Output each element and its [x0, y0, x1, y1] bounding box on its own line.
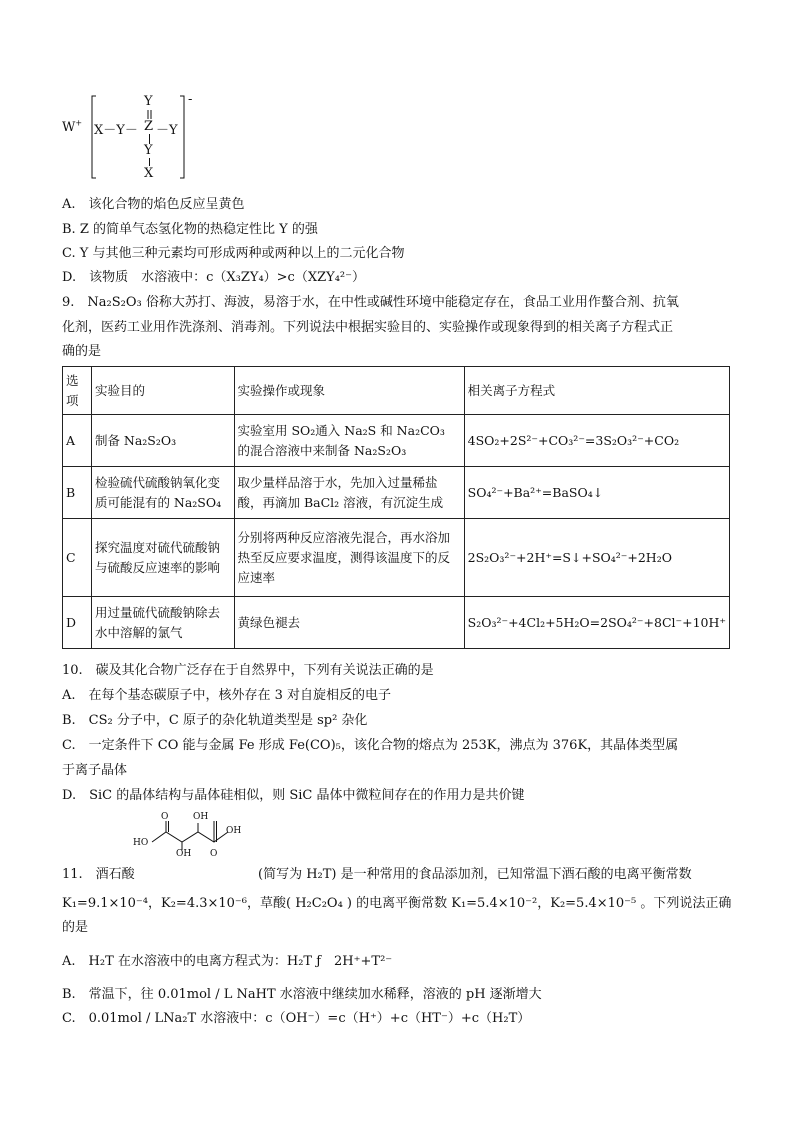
table-row	[63, 519, 730, 597]
q8-option-b: B. Z 的简单气态氢化物的热稳定性比 Y 的强	[62, 222, 318, 237]
table-header-row	[63, 367, 730, 415]
q11-option-a: A. H₂T 在水溶液中的电离方程式为：H₂T ƒ 2H⁺+T²⁻	[62, 954, 393, 969]
q11-option-b: B. 常温下，往 0.01mol / L NaHT 水溶液中继续加水稀释，溶液的 pH 逐渐增大	[62, 987, 542, 1002]
q10-option-a: A. 在每个基态碳原子中，核外存在 3 对自旋相反的电子	[62, 688, 392, 703]
q10-stem: 10. 碳及其化合物广泛存在于自然界中，下列有关说法正确的是	[62, 663, 434, 678]
atom-row-left: X－Y－	[94, 123, 138, 138]
q11-stem-line3: 的是	[62, 920, 89, 935]
row-option: B	[63, 467, 92, 519]
cation-label: W+	[62, 118, 83, 135]
row-option: C	[63, 519, 92, 597]
table-row	[63, 415, 730, 467]
mol-label-o1: O	[161, 812, 169, 822]
row-equation: S₂O₃²⁻+4Cl₂+5H₂O=2SO₄²⁻+8Cl⁻+10H⁺	[464, 597, 729, 649]
atom-top-y: Y	[144, 94, 153, 109]
q8-option-c: C. Y 与其他三种元素均可形成两种或两种以上的二元化合物	[62, 246, 405, 261]
bracket-svg	[62, 92, 222, 184]
table-row	[63, 597, 730, 649]
anion-charge: -	[188, 92, 193, 107]
right-bracket	[180, 96, 184, 178]
mol-label-ho: HO	[133, 838, 149, 848]
row-goal: 检验硫代硫酸钠氧化变质可能混有的 Na₂SO₄	[91, 467, 234, 519]
row-operation: 实验室用 SO₂通入 Na₂S 和 Na₂CO₃ 的混合溶液中来制备 Na₂S₂O₃	[234, 415, 464, 467]
atom-bottom-x: X	[144, 166, 154, 181]
q9-stem-line3: 确的是	[62, 344, 102, 359]
q10-option-c-line2: 于离子晶体	[62, 763, 128, 778]
row-operation: 取少量样品溶于水，先加入过量稀盐酸，再滴加 BaCl₂ 溶液，有沉淀生成	[234, 467, 464, 519]
header-operation: 实验操作或现象	[234, 367, 464, 415]
mol-label-oh-top: OH	[193, 812, 209, 822]
row-equation: 4SO₂+2S²⁻+CO₃²⁻=3S₂O₃²⁻+CO₂	[464, 415, 729, 467]
q11-stem-line1b: (简写为 H₂T) 是一种常用的食品添加剂，已知常温下酒石酸的电离平衡常数	[258, 867, 692, 882]
tartaric-acid-structure	[130, 812, 250, 860]
row-operation: 黄绿色褪去	[234, 597, 464, 649]
atom-center-z: Z	[144, 119, 154, 134]
row-equation: SO₄²⁻+Ba²⁺=BaSO₄↓	[464, 467, 729, 519]
q10-option-d: D. SiC 的晶体结构与晶体硅相似，则 SiC 晶体中微粒间存在的作用力是共价键	[62, 788, 525, 803]
q8-option-a: A. 该化合物的焰色反应呈黄色	[62, 197, 245, 212]
q11-stem-line1a: 11. 酒石酸	[62, 867, 135, 882]
table-row	[63, 467, 730, 519]
row-option: D	[63, 597, 92, 649]
q8-option-d: D. 该物质 水溶液中：c（X₃ZY₄）>c（XZY₄²⁻）	[62, 270, 365, 285]
atom-bottom-y: Y	[144, 143, 153, 158]
row-operation: 分别将两种反应溶液先混合，再水浴加热至反应要求温度，测得该温度下的反应速率	[234, 519, 464, 597]
atom-row-right: －Y	[156, 123, 178, 138]
experiment-table	[62, 366, 730, 649]
anion-structure-diagram	[62, 92, 222, 182]
mol-label-oh-right: OH	[226, 826, 242, 836]
q10-option-c-line1: C. 一定条件下 CO 能与金属 Fe 形成 Fe(CO)₅，该化合物的熔点为 253K，沸点为 376K，其晶体类型属	[62, 738, 679, 753]
header-option: 选项	[63, 367, 92, 415]
header-goal: 实验目的	[91, 367, 234, 415]
q10-option-b: B. CS₂ 分子中，C 原子的杂化轨道类型是 sp² 杂化	[62, 713, 368, 728]
row-goal: 制备 Na₂S₂O₃	[91, 415, 234, 467]
q9-stem-line1: 9. Na₂S₂O₃ 俗称大苏打、海波，易溶于水，在中性或碱性环境中能稳定存在，食品工业用作螯合剂、抗氧	[62, 295, 679, 310]
row-option: A	[63, 415, 92, 467]
header-equation: 相关离子方程式	[464, 367, 729, 415]
row-goal: 探究温度对硫代硫酸钠与硫酸反应速率的影响	[91, 519, 234, 597]
q11-stem-line2: K₁=9.1×10⁻⁴，K₂=4.3×10⁻⁶，草酸( H₂C₂O₄ ) 的电离平衡常数 K₁=5.4×10⁻²，K₂=5.4×10⁻⁵ 。下列说法正确	[62, 896, 732, 911]
mol-label-oh-bottom: OH	[176, 849, 192, 859]
row-equation: 2S₂O₃²⁻+2H⁺=S↓+SO₄²⁻+2H₂O	[464, 519, 729, 597]
q11-option-c: C. 0.01mol / LNa₂T 水溶液中：c（OH⁻）=c（H⁺）+c（HT⁻）+c（H₂T）	[62, 1011, 531, 1026]
mol-label-o2: O	[210, 849, 218, 859]
q9-stem-line2: 化剂，医药工业用作洗涤剂、消毒剂。下列说法中根据实验目的、实验操作或现象得到的相关离子方程式正	[62, 320, 674, 335]
row-goal: 用过量硫代硫酸钠除去水中溶解的氯气	[91, 597, 234, 649]
